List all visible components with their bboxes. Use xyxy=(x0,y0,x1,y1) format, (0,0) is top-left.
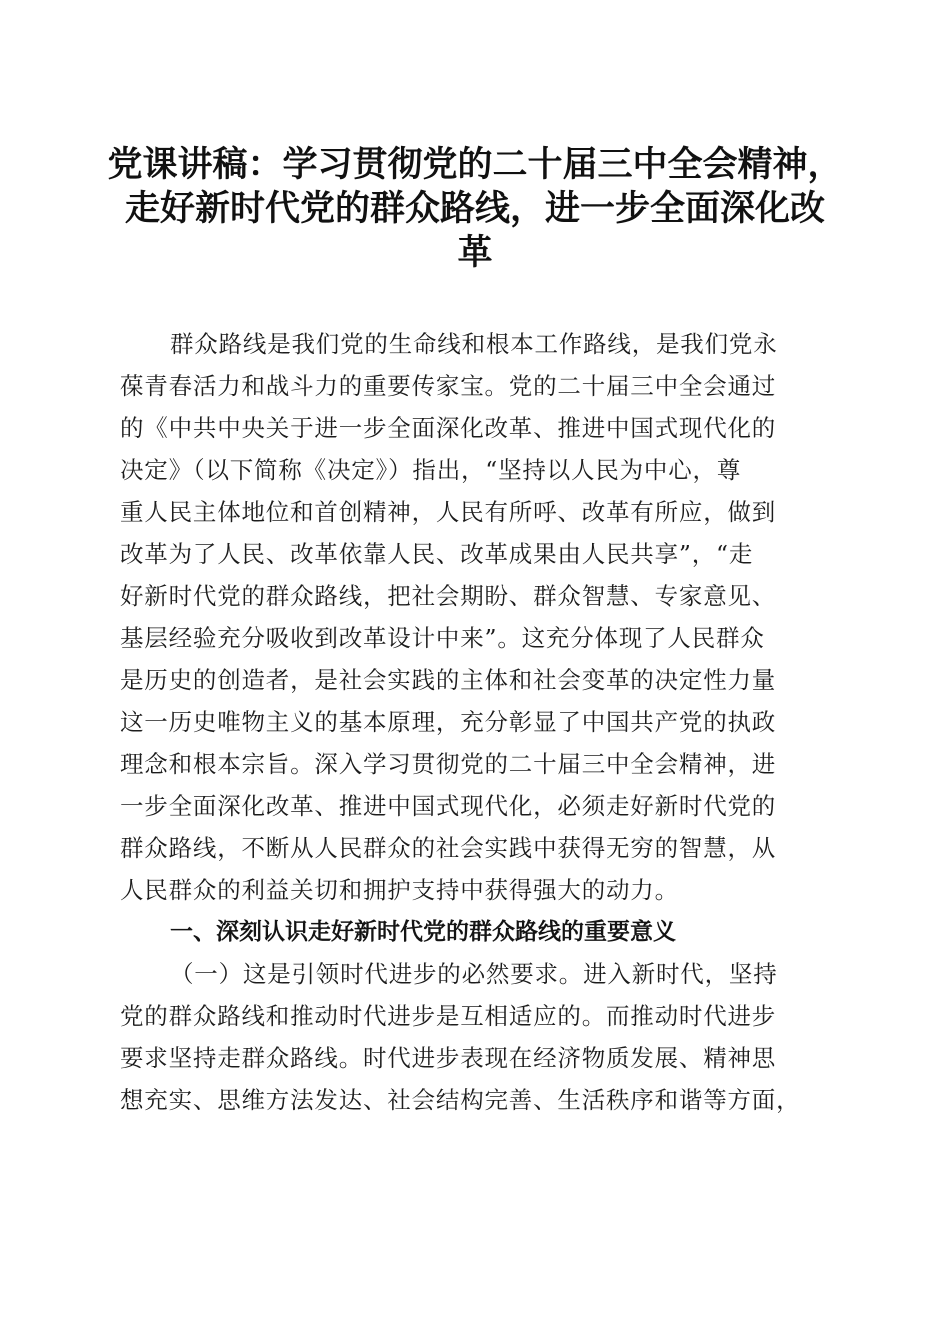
paragraph-line: 这一历史唯物主义的基本原理，充分彰显了中国共产党的执政 xyxy=(120,708,777,736)
document-title-line-3: 革 xyxy=(457,233,493,273)
paragraph-line: 决定》（以下简称《决定》）指出，“坚持以人民为中心，尊 xyxy=(120,456,742,484)
paragraph-line: 基层经验充分吸收到改革设计中来”。这充分体现了人民群众 xyxy=(120,624,765,652)
section-heading: 一、深刻认识走好新时代党的群众路线的重要意义 xyxy=(170,919,676,945)
paragraph-line: 一步全面深化改革、推进中国式现代化，必须走好新时代党的 xyxy=(120,792,777,820)
paragraph-line: 好新时代党的群众路线，把社会期盼、群众智慧、专家意见、 xyxy=(120,582,777,610)
paragraph-line: 是历史的创造者，是社会实践的主体和社会变革的决定性力量 xyxy=(120,666,777,694)
paragraph-line: 党的群众路线和推动时代进步是互相适应的。而推动时代进步 xyxy=(120,1002,777,1030)
paragraph-line: 想充实、思维方法发达、社会结构完善、生活秩序和谐等方面， xyxy=(120,1086,801,1114)
document-title-line-2: 走好新时代党的群众路线，进一步全面深化改 xyxy=(124,189,825,229)
paragraph-line: （一）这是引领时代进步的必然要求。进入新时代，坚持 xyxy=(170,960,778,988)
paragraph-line: 葆青春活力和战斗力的重要传家宝。党的二十届三中全会通过 xyxy=(120,372,777,400)
paragraph-line: 改革为了人民、改革依靠人民、改革成果由人民共享”，“走 xyxy=(120,540,754,568)
paragraph-line: 人民群众的利益关切和拥护支持中获得强大的动力。 xyxy=(120,876,679,904)
paragraph-line: 理念和根本宗旨。深入学习贯彻党的二十届三中全会精神，进 xyxy=(120,750,777,778)
paragraph-line: 群众路线，不断从人民群众的社会实践中获得无穷的智慧，从 xyxy=(120,834,777,862)
paragraph-line: 群众路线是我们党的生命线和根本工作路线，是我们党永 xyxy=(170,330,778,358)
paragraph-line: 要求坚持走群众路线。时代进步表现在经济物质发展、精神思 xyxy=(120,1044,777,1072)
document-title-line-1: 党课讲稿：学习贯彻党的二十届三中全会精神， xyxy=(107,145,843,185)
paragraph-line: 的《中共中央关于进一步全面深化改革、推进中国式现代化的 xyxy=(120,414,777,442)
paragraph-line: 重人民主体地位和首创精神，人民有所呼、改革有所应，做到 xyxy=(120,498,777,526)
